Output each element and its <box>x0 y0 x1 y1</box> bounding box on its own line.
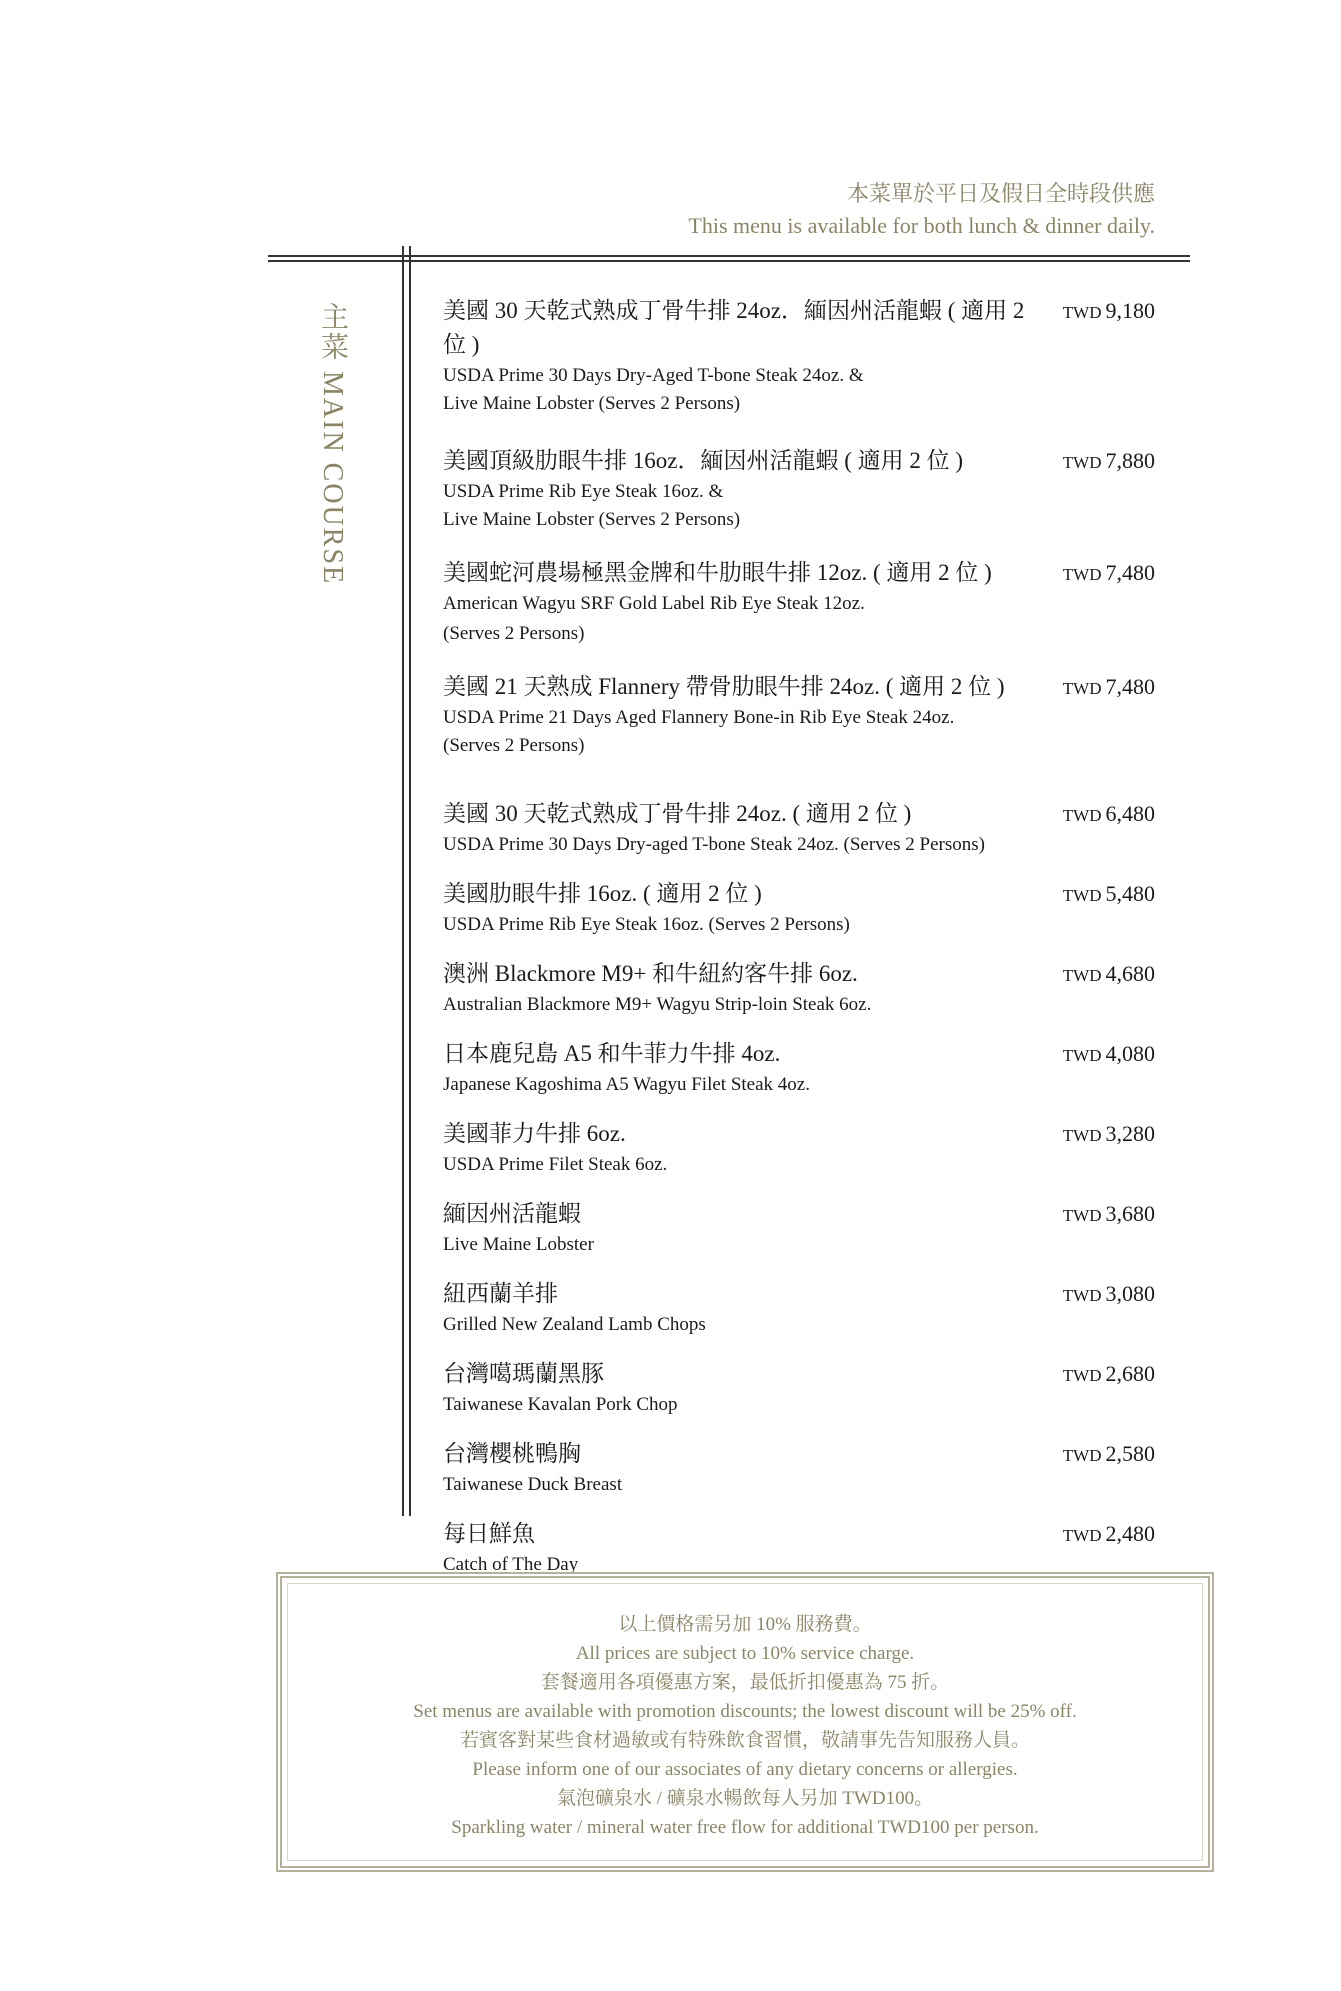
item-name-en: Australian Blackmore M9+ Wagyu Strip-loin Steak 6oz. <box>443 994 872 1015</box>
currency: TWD <box>1062 1526 1102 1545</box>
item-name-en: Taiwanese Duck Breast <box>443 1474 623 1495</box>
item-name-zh: 緬因州活龍蝦 <box>443 1201 581 1226</box>
currency: TWD <box>1062 1206 1102 1225</box>
notice-line: 以上價格需另加 10% 服務費。 <box>618 1614 872 1635</box>
item-name-zh: 美國菲力牛排 6oz. <box>443 1121 626 1146</box>
menu-item <box>443 444 1155 534</box>
item-price <box>1063 444 1155 480</box>
item-name-en: USDA Prime Filet Steak 6oz. <box>443 1154 668 1175</box>
item-price <box>1063 294 1155 330</box>
price-value: 7,480 <box>1105 560 1155 585</box>
notice-line: All prices are subject to 10% service charge. <box>575 1643 915 1664</box>
price-value: 2,580 <box>1105 1441 1155 1466</box>
currency: TWD <box>1062 806 1102 825</box>
availability-zh: 本菜單於平日及假日全時段供應 <box>846 181 1155 206</box>
menu-item <box>443 294 1155 418</box>
currency: TWD <box>1062 1046 1102 1065</box>
notice-line: Set menus are available with promotion discounts; the lowest discount will be 25% off. <box>413 1701 1077 1722</box>
item-price <box>1063 1037 1155 1073</box>
section-title: 主菜 MAIN COURSE <box>317 302 348 586</box>
notice-line: 氣泡礦泉水 / 礦泉水暢飲每人另加 TWD100。 <box>556 1788 934 1809</box>
item-price <box>1063 957 1155 993</box>
notice-box <box>276 1572 1214 1872</box>
item-name-zh: 美國 30 天乾式熟成丁骨牛排 24oz. ( 適用 2 位 ) <box>443 801 912 826</box>
currency: TWD <box>1062 565 1102 584</box>
price-value: 3,280 <box>1105 1121 1155 1146</box>
item-name-en: USDA Prime Rib Eye Steak 16oz. & <box>443 481 724 502</box>
price-value: 2,480 <box>1105 1521 1155 1546</box>
menu-item <box>443 1517 1155 1579</box>
item-name-zh: 美國蛇河農場極黑金牌和牛肋眼牛排 12oz. ( 適用 2 位 ) <box>443 560 992 585</box>
item-name-en: Live Maine Lobster <box>443 1234 594 1255</box>
item-name-zh: 台灣櫻桃鴨胸 <box>443 1441 581 1466</box>
menu-item <box>443 1197 1155 1259</box>
item-name-en: USDA Prime Rib Eye Steak 16oz. (Serves 2 Persons) <box>443 914 850 935</box>
menu-item <box>443 1037 1155 1099</box>
menu-list <box>443 294 1155 1579</box>
item-name-en: Catch of The Day <box>443 1554 579 1575</box>
menu-item <box>443 1357 1155 1419</box>
item-name-zh: 美國頂級肋眼牛排 16oz．緬因州活龍蝦 ( 適用 2 位 ) <box>443 448 964 473</box>
item-name-zh: 美國 21 天熟成 Flannery 帶骨肋眼牛排 24oz. ( 適用 2 位 ) <box>443 674 1005 699</box>
price-value: 4,680 <box>1105 961 1155 986</box>
section-divider <box>402 246 404 1516</box>
item-price <box>1063 1277 1155 1313</box>
item-name-en: USDA Prime 30 Days Dry-Aged T-bone Steak 24oz. & <box>443 365 864 386</box>
item-name-zh: 每日鮮魚 <box>443 1521 535 1546</box>
menu-item <box>443 877 1155 939</box>
item-price <box>1063 1437 1155 1473</box>
menu-item <box>443 957 1155 1019</box>
price-value: 3,680 <box>1105 1201 1155 1226</box>
item-name-en: Live Maine Lobster (Serves 2 Persons) <box>443 393 741 414</box>
currency: TWD <box>1062 1286 1102 1305</box>
availability-en: This menu is available for both lunch & dinner daily. <box>688 213 1155 238</box>
item-price <box>1063 556 1155 592</box>
price-value: 5,480 <box>1105 881 1155 906</box>
currency: TWD <box>1062 1446 1102 1465</box>
item-name-en: American Wagyu SRF Gold Label Rib Eye Steak 12oz. <box>443 593 865 614</box>
item-price <box>1063 1357 1155 1393</box>
item-name-zh: 台灣噶瑪蘭黑豚 <box>443 1361 604 1386</box>
item-name-zh: 美國 30 天乾式熟成丁骨牛排 24oz．緬因州活龍蝦 ( 適用 2 位 ) <box>443 298 1025 357</box>
notice-line: 套餐適用各項優惠方案，最低折扣優惠為 75 折。 <box>540 1672 950 1693</box>
header-divider-inner <box>268 260 1190 262</box>
item-name-en: Live Maine Lobster (Serves 2 Persons) <box>443 509 741 530</box>
price-value: 9,180 <box>1105 298 1155 323</box>
menu-item <box>443 1117 1155 1179</box>
currency: TWD <box>1062 1126 1102 1145</box>
item-name-en: Taiwanese Kavalan Pork Chop <box>443 1394 678 1415</box>
price-value: 4,080 <box>1105 1041 1155 1066</box>
currency: TWD <box>1062 1366 1102 1385</box>
currency: TWD <box>1062 966 1102 985</box>
price-value: 6,480 <box>1105 801 1155 826</box>
header-divider <box>268 255 1190 257</box>
item-price <box>1063 797 1155 833</box>
item-name-zh: 日本鹿兒島 A5 和牛菲力牛排 4oz. <box>443 1041 781 1066</box>
notice-line: 若賓客對某些食材過敏或有特殊飲食習慣，敬請事先告知服務人員。 <box>459 1730 1030 1751</box>
item-price <box>1063 1517 1155 1553</box>
item-price <box>1063 877 1155 913</box>
section-divider-inner <box>409 246 411 1516</box>
item-price <box>1063 1117 1155 1153</box>
notice-line: Please inform one of our associates of any dietary concerns or allergies. <box>472 1759 1018 1780</box>
item-name-zh: 紐西蘭羊排 <box>443 1281 558 1306</box>
currency: TWD <box>1062 453 1102 472</box>
menu-item <box>443 1437 1155 1499</box>
price-value: 7,480 <box>1105 674 1155 699</box>
item-price <box>1063 670 1155 706</box>
menu-item <box>443 1277 1155 1339</box>
price-value: 2,680 <box>1105 1361 1155 1386</box>
notice-line: Sparkling water / mineral water free flow for additional TWD100 per person. <box>451 1817 1039 1838</box>
item-price <box>1063 1197 1155 1233</box>
item-name-en: Japanese Kagoshima A5 Wagyu Filet Steak 4oz. <box>443 1074 810 1095</box>
item-name-en: (Serves 2 Persons) <box>443 735 585 756</box>
currency: TWD <box>1062 679 1102 698</box>
item-name-en: USDA Prime 21 Days Aged Flannery Bone-in Rib Eye Steak 24oz. <box>443 707 955 728</box>
availability-note <box>688 178 1155 242</box>
item-name-zh: 澳洲 Blackmore M9+ 和牛紐約客牛排 6oz. <box>443 961 858 986</box>
menu-item <box>443 797 1155 859</box>
item-name-en: USDA Prime 30 Days Dry-aged T-bone Steak 24oz. (Serves 2 Persons) <box>443 834 985 855</box>
menu-item <box>443 670 1155 760</box>
currency: TWD <box>1062 886 1102 905</box>
menu-item <box>443 556 1155 648</box>
currency: TWD <box>1062 303 1102 322</box>
item-name-en: Grilled New Zealand Lamb Chops <box>443 1314 706 1335</box>
item-name-en: (Serves 2 Persons) <box>443 623 585 644</box>
price-value: 7,880 <box>1105 448 1155 473</box>
price-value: 3,080 <box>1105 1281 1155 1306</box>
item-name-zh: 美國肋眼牛排 16oz. ( 適用 2 位 ) <box>443 881 762 906</box>
